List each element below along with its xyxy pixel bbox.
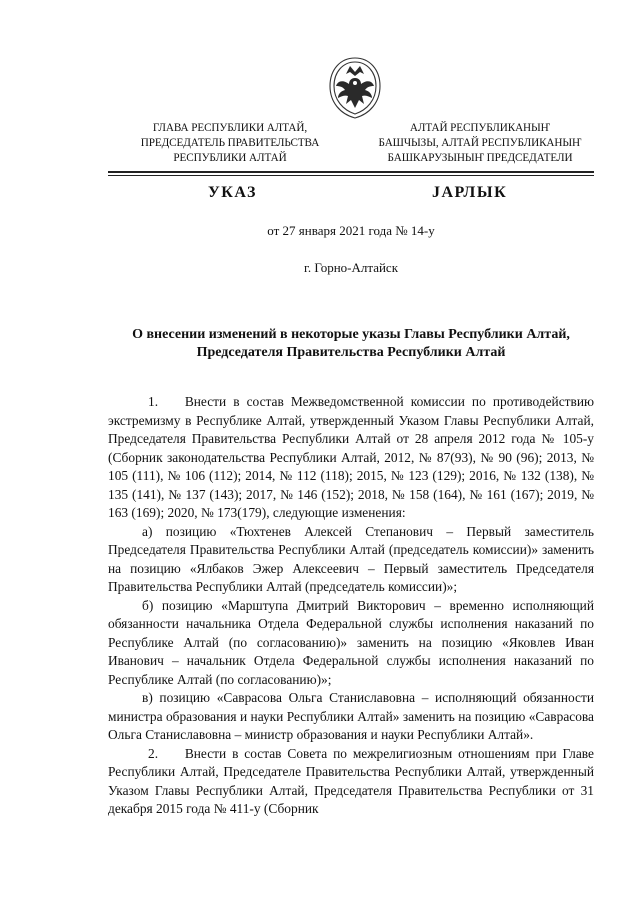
decree-heading-line-2: Председателя Правительства Республики Алтай	[196, 345, 506, 360]
header-divider-thick	[108, 171, 594, 173]
header-right-line-3: БАШКАРУЗЫНЫҤ ПРЕДСЕДАТЕЛИ	[387, 152, 573, 164]
decree-title-russian: УКАЗ	[208, 184, 257, 201]
paragraph-1b: б) позицию «Марштупа Дмитрий Викторович – временно исполняющий обязанности начальника Отдела Федеральной службы исполнения наказаний по Республике Алтай (по согласованию)» заменить на позицию «Яковлев Иван Иванович – начальник Отдела Федеральной службы исполнения наказаний по Республике Алтай (по согласованию)»;	[108, 597, 594, 687]
decree-city: г. Горно-Алтайск	[303, 260, 399, 275]
decree-body	[108, 393, 594, 819]
header-right-line-1: АЛТАЙ РЕСПУБЛИКАНЫҤ	[409, 122, 551, 134]
paragraph-1a: а) позицию «Тюхтенев Алексей Степанович – Первый заместитель Председателя Правительства Республики Алтай (председатель комиссии)» заменить на позицию «Ялбаков Эжер Алексеевич – Первый заместитель Председателя Правительства Республики Алтай (председатель комиссии)»;	[108, 523, 594, 594]
header-left-line-2: ПРЕДСЕДАТЕЛЬ ПРАВИТЕЛЬСТВА	[140, 137, 320, 149]
header-divider-thin	[108, 175, 594, 176]
decree-heading-line-1: О внесении изменений в некоторые указы Главы Республики Алтай,	[132, 327, 570, 342]
header-left-line-3: РЕСПУБЛИКИ АЛТАЙ	[173, 152, 287, 164]
coat-of-arms-emblem	[326, 56, 384, 120]
header-left-block	[118, 121, 342, 166]
decree-date: от 27 января 2021 года № 14-у	[267, 223, 435, 238]
paragraph-1c: в) позицию «Савраcова Ольга Станиславовна – исполняющий обязанности министра образования и науки Республики Алтай» заменить на позицию «Савраcова Ольга Станиславовна – министр образования и науки Республики Алтай».	[108, 690, 594, 742]
header-right-block	[360, 121, 600, 166]
decree-heading	[108, 326, 594, 362]
paragraph-1: 1. Внести в состав Межведомственной комиссии по противодействию экстремизму в Республике Алтай, утвержденный Указом Главы Республики Алтай, Председателя Правительства Республики Алтай от 28 апреля 2012 года № 105-у (Сборник законодательства Республики Алтай, 2012, № 87(93), № 90 (96); 2013, № 105 (111), № 106 (112); 2014, № 112 (118); 2015, № 123 (129); 2016, № 132 (138), № 135 (141), № 137 (143); 2017, № 146 (152); 2018, № 158 (164), № 161 (167); 2019, № 163 (169); 2020, № 173(179), следующие изменения:	[108, 394, 594, 520]
decree-title-altai: ЈАРЛЫК	[432, 184, 508, 201]
paragraph-2: 2. Внести в состав Совета по межрелигиозным отношениям при Главе Республики Алтай, Председателе Правительства Республики Алтай, утвержденный Указом Главы Республики Алтай, Председателя Правительства Республики от 31 декабря 2015 года № 411-у (Сборник	[108, 745, 594, 816]
header-right-line-2: БАШЧЫЗЫ, АЛТАЙ РЕСПУБЛИКАНЫҤ	[378, 137, 582, 149]
header-left-line-1: ГЛАВА РЕСПУБЛИКИ АЛТАЙ,	[152, 122, 308, 134]
